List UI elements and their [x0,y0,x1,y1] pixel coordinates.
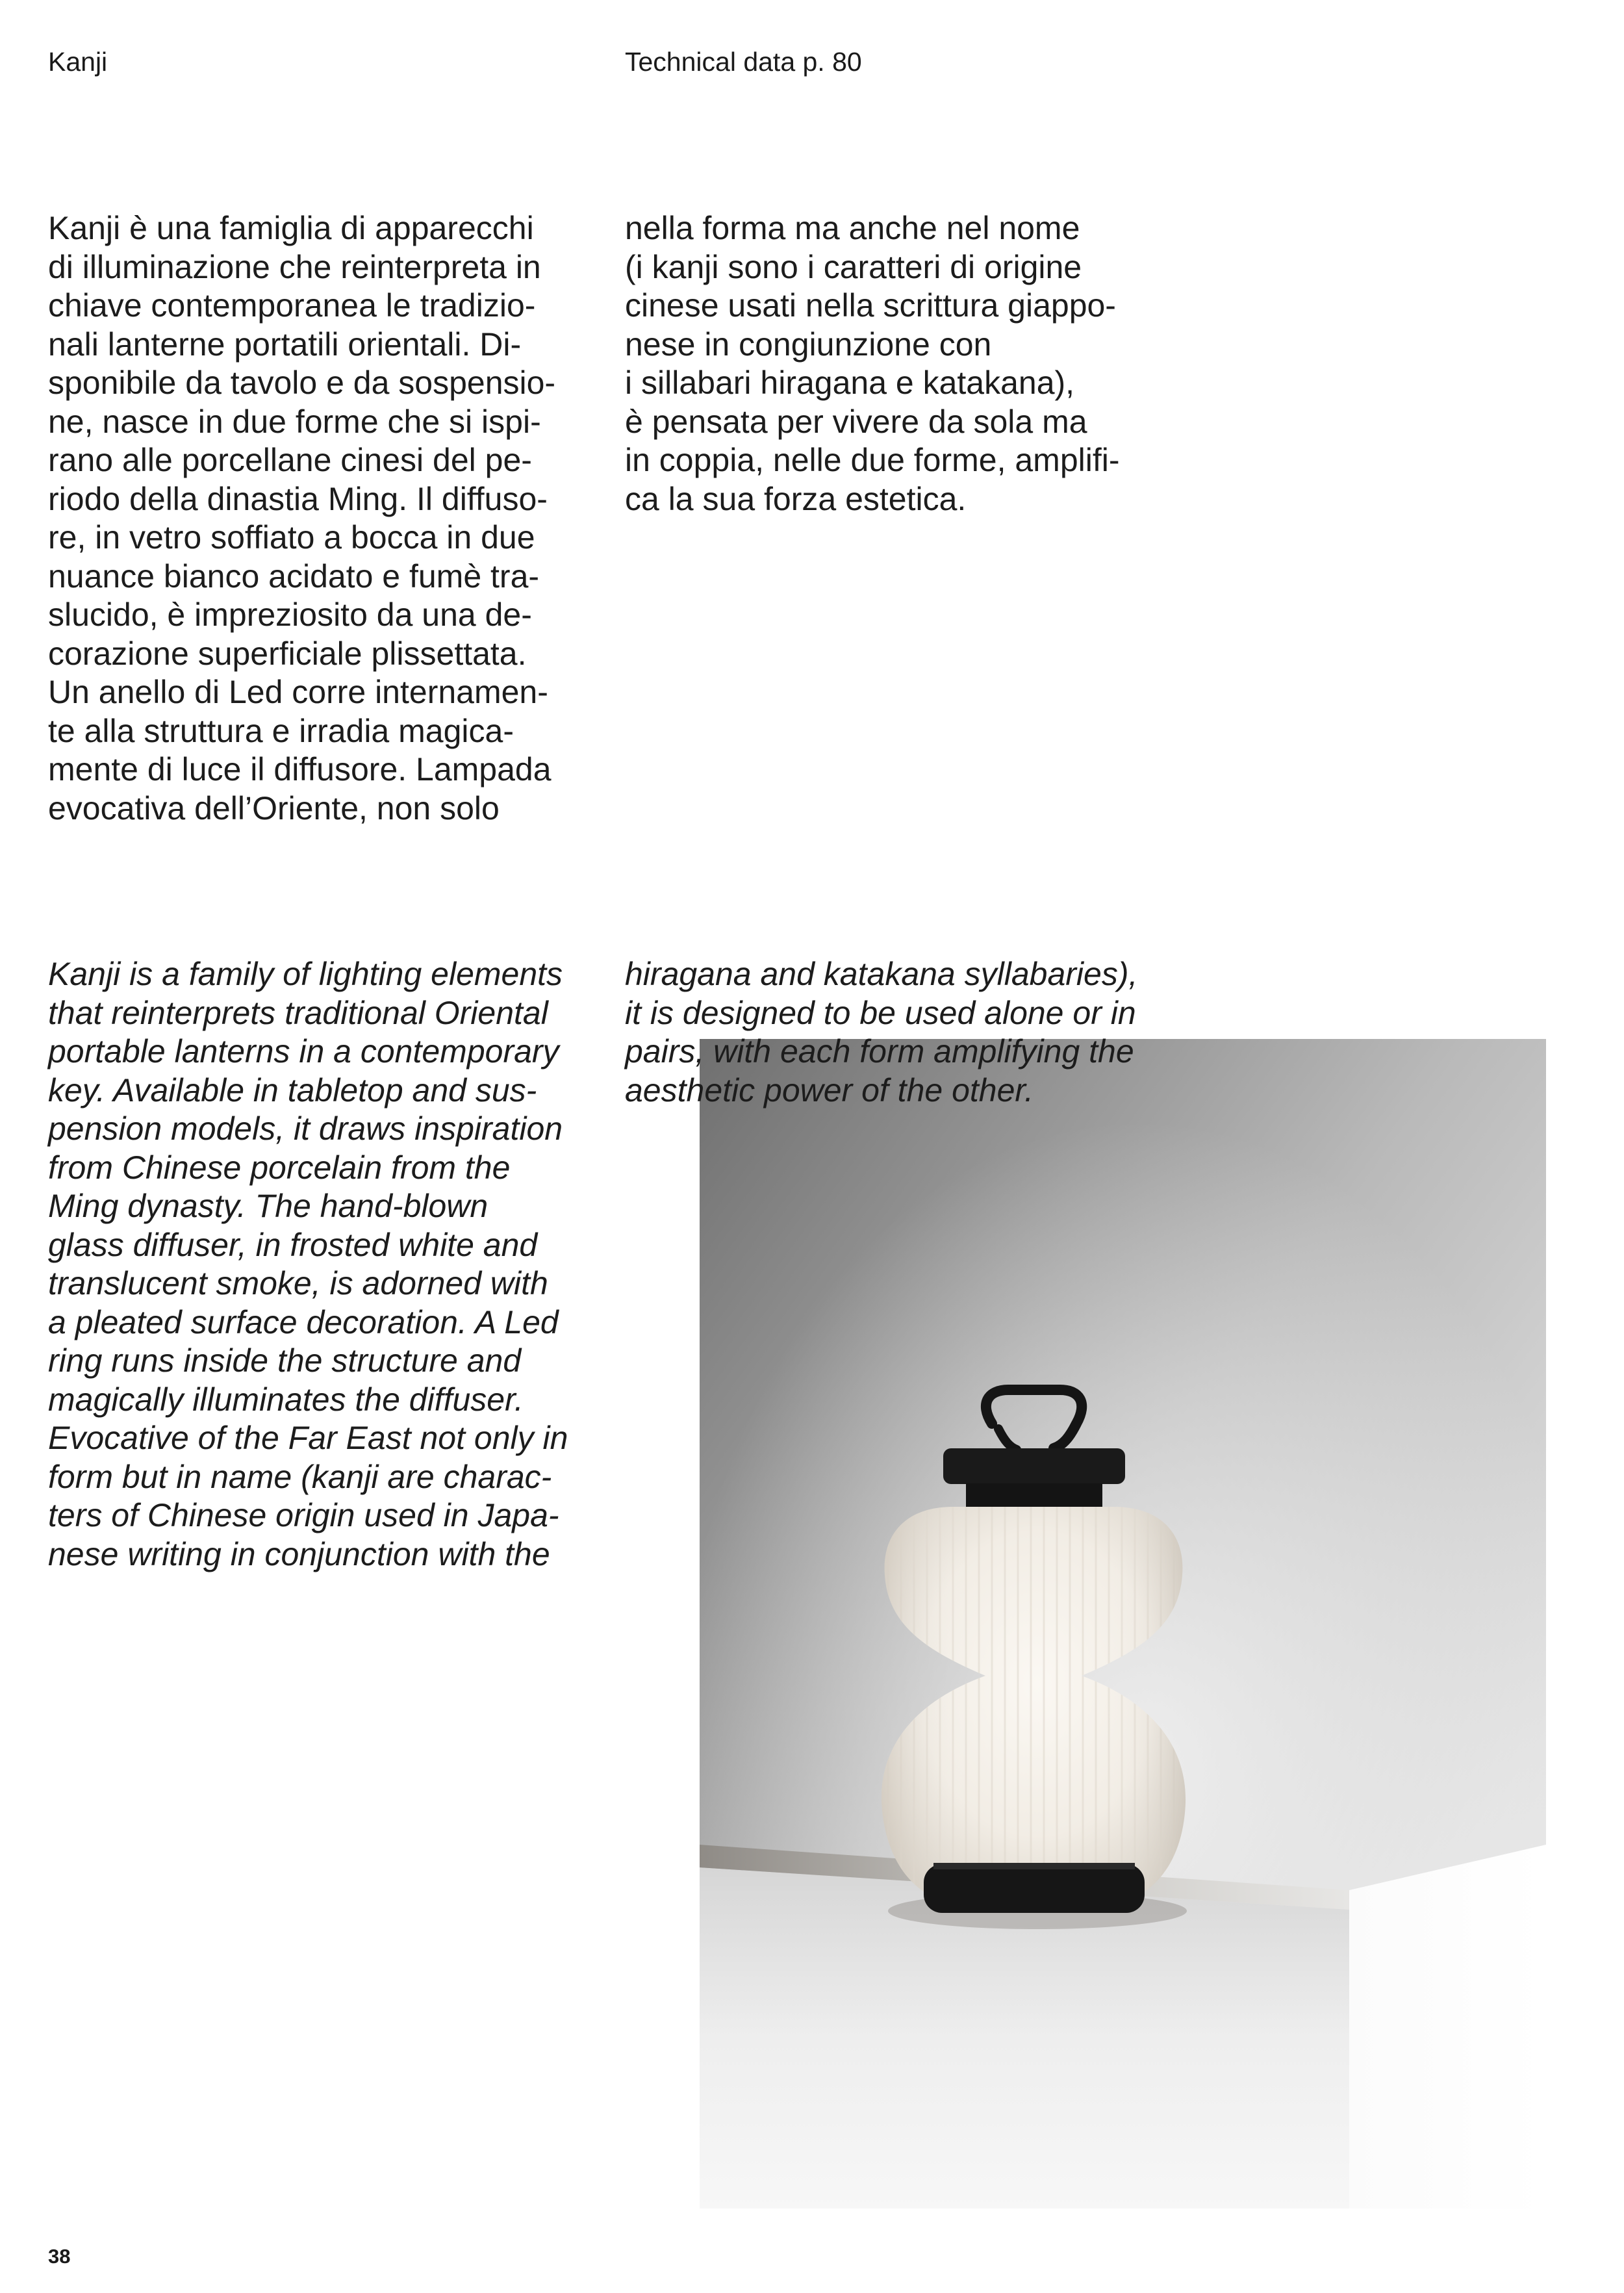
text-line: (i kanji sono i caratteri di origine [625,248,1082,285]
text-line: pension models, it draws inspiration [48,1110,563,1147]
text-line: ne, nasce in due forme che si ispi- [48,403,541,440]
text-line: ring runs inside the structure and [48,1342,522,1379]
text-line: glass diffuser, in frosted white and [48,1226,538,1263]
text-line: chiave contemporanea le tradizio- [48,287,536,324]
text-line: re, in vetro soffiato a bocca in due [48,519,535,556]
italian-text-column-1 [48,209,555,828]
text-line: sponibile da tavolo e da sospensio- [48,365,556,401]
english-text-column-2 [625,955,1137,1110]
text-line: nella forma ma anche nel nome [625,210,1080,246]
text-line: cinese usati nella scrittura giappo- [625,287,1116,324]
text-line: from Chinese porcelain from the [48,1149,511,1186]
text-line: nese in congiunzione con [625,326,992,363]
english-text-column-1 [48,955,568,1574]
text-line: translucent smoke, is adorned with [48,1265,548,1301]
text-line: it is designed to be used alone or in [625,994,1136,1031]
text-line: ters of Chinese origin used in Japa- [48,1497,559,1533]
text-line: ca la sua forza estetica. [625,480,967,517]
text-line: Ming dynasty. The hand-blown [48,1188,488,1224]
text-line: hiragana and katakana syllabaries), [625,956,1138,992]
text-line: in coppia, nelle due forme, amplifi- [625,442,1120,478]
lamp-photo [700,1039,1546,2209]
text-line: riodo della dinastia Ming. Il diffuso- [48,480,548,517]
text-line: a pleated surface decoration. A Led [48,1303,559,1340]
text-line: nese writing in conjunction with the [48,1535,550,1572]
text-line: Kanji è una famiglia di apparecchi [48,210,534,246]
page-title: Kanji [48,47,108,77]
text-line: Kanji is a family of lighting elements [48,956,563,992]
text-line: aesthetic power of the other. [625,1071,1034,1108]
text-line: è pensata per vivere da sola ma [625,403,1087,440]
text-line: te alla struttura e irradia magica- [48,712,514,749]
text-line: di illuminazione che reinterpreta in [48,248,541,285]
text-line: key. Available in tabletop and sus- [48,1071,537,1108]
text-line: portable lanterns in a contemporary [48,1033,559,1070]
text-line: nali lanterne portatili orientali. Di- [48,326,522,363]
text-line: slucido, è impreziosito da una de- [48,596,532,633]
text-line: pairs, with each form amplifying the [625,1033,1134,1070]
text-line: evocativa dell’Oriente, non solo [48,789,500,826]
text-line: Evocative of the Far East not only in [48,1420,568,1456]
text-line: Un anello di Led corre internamen- [48,674,548,710]
text-line: form but in name (kanji are charac- [48,1458,552,1495]
italian-text-column-2 [625,209,1120,519]
text-line: magically illuminates the diffuser. [48,1381,524,1418]
text-line: mente di luce il diffusore. Lampada [48,751,552,788]
text-line: corazione superficiale plissettata. [48,635,527,672]
text-line: nuance bianco acidato e fumè tra- [48,557,540,595]
text-line: i sillabari hiragana e katakana), [625,365,1075,401]
page-number: 38 [48,2245,71,2268]
text-line: that reinterprets traditional Oriental [48,994,548,1031]
text-line: rano alle porcellane cinesi del pe- [48,442,532,478]
technical-data-reference: Technical data p. 80 [625,47,862,77]
